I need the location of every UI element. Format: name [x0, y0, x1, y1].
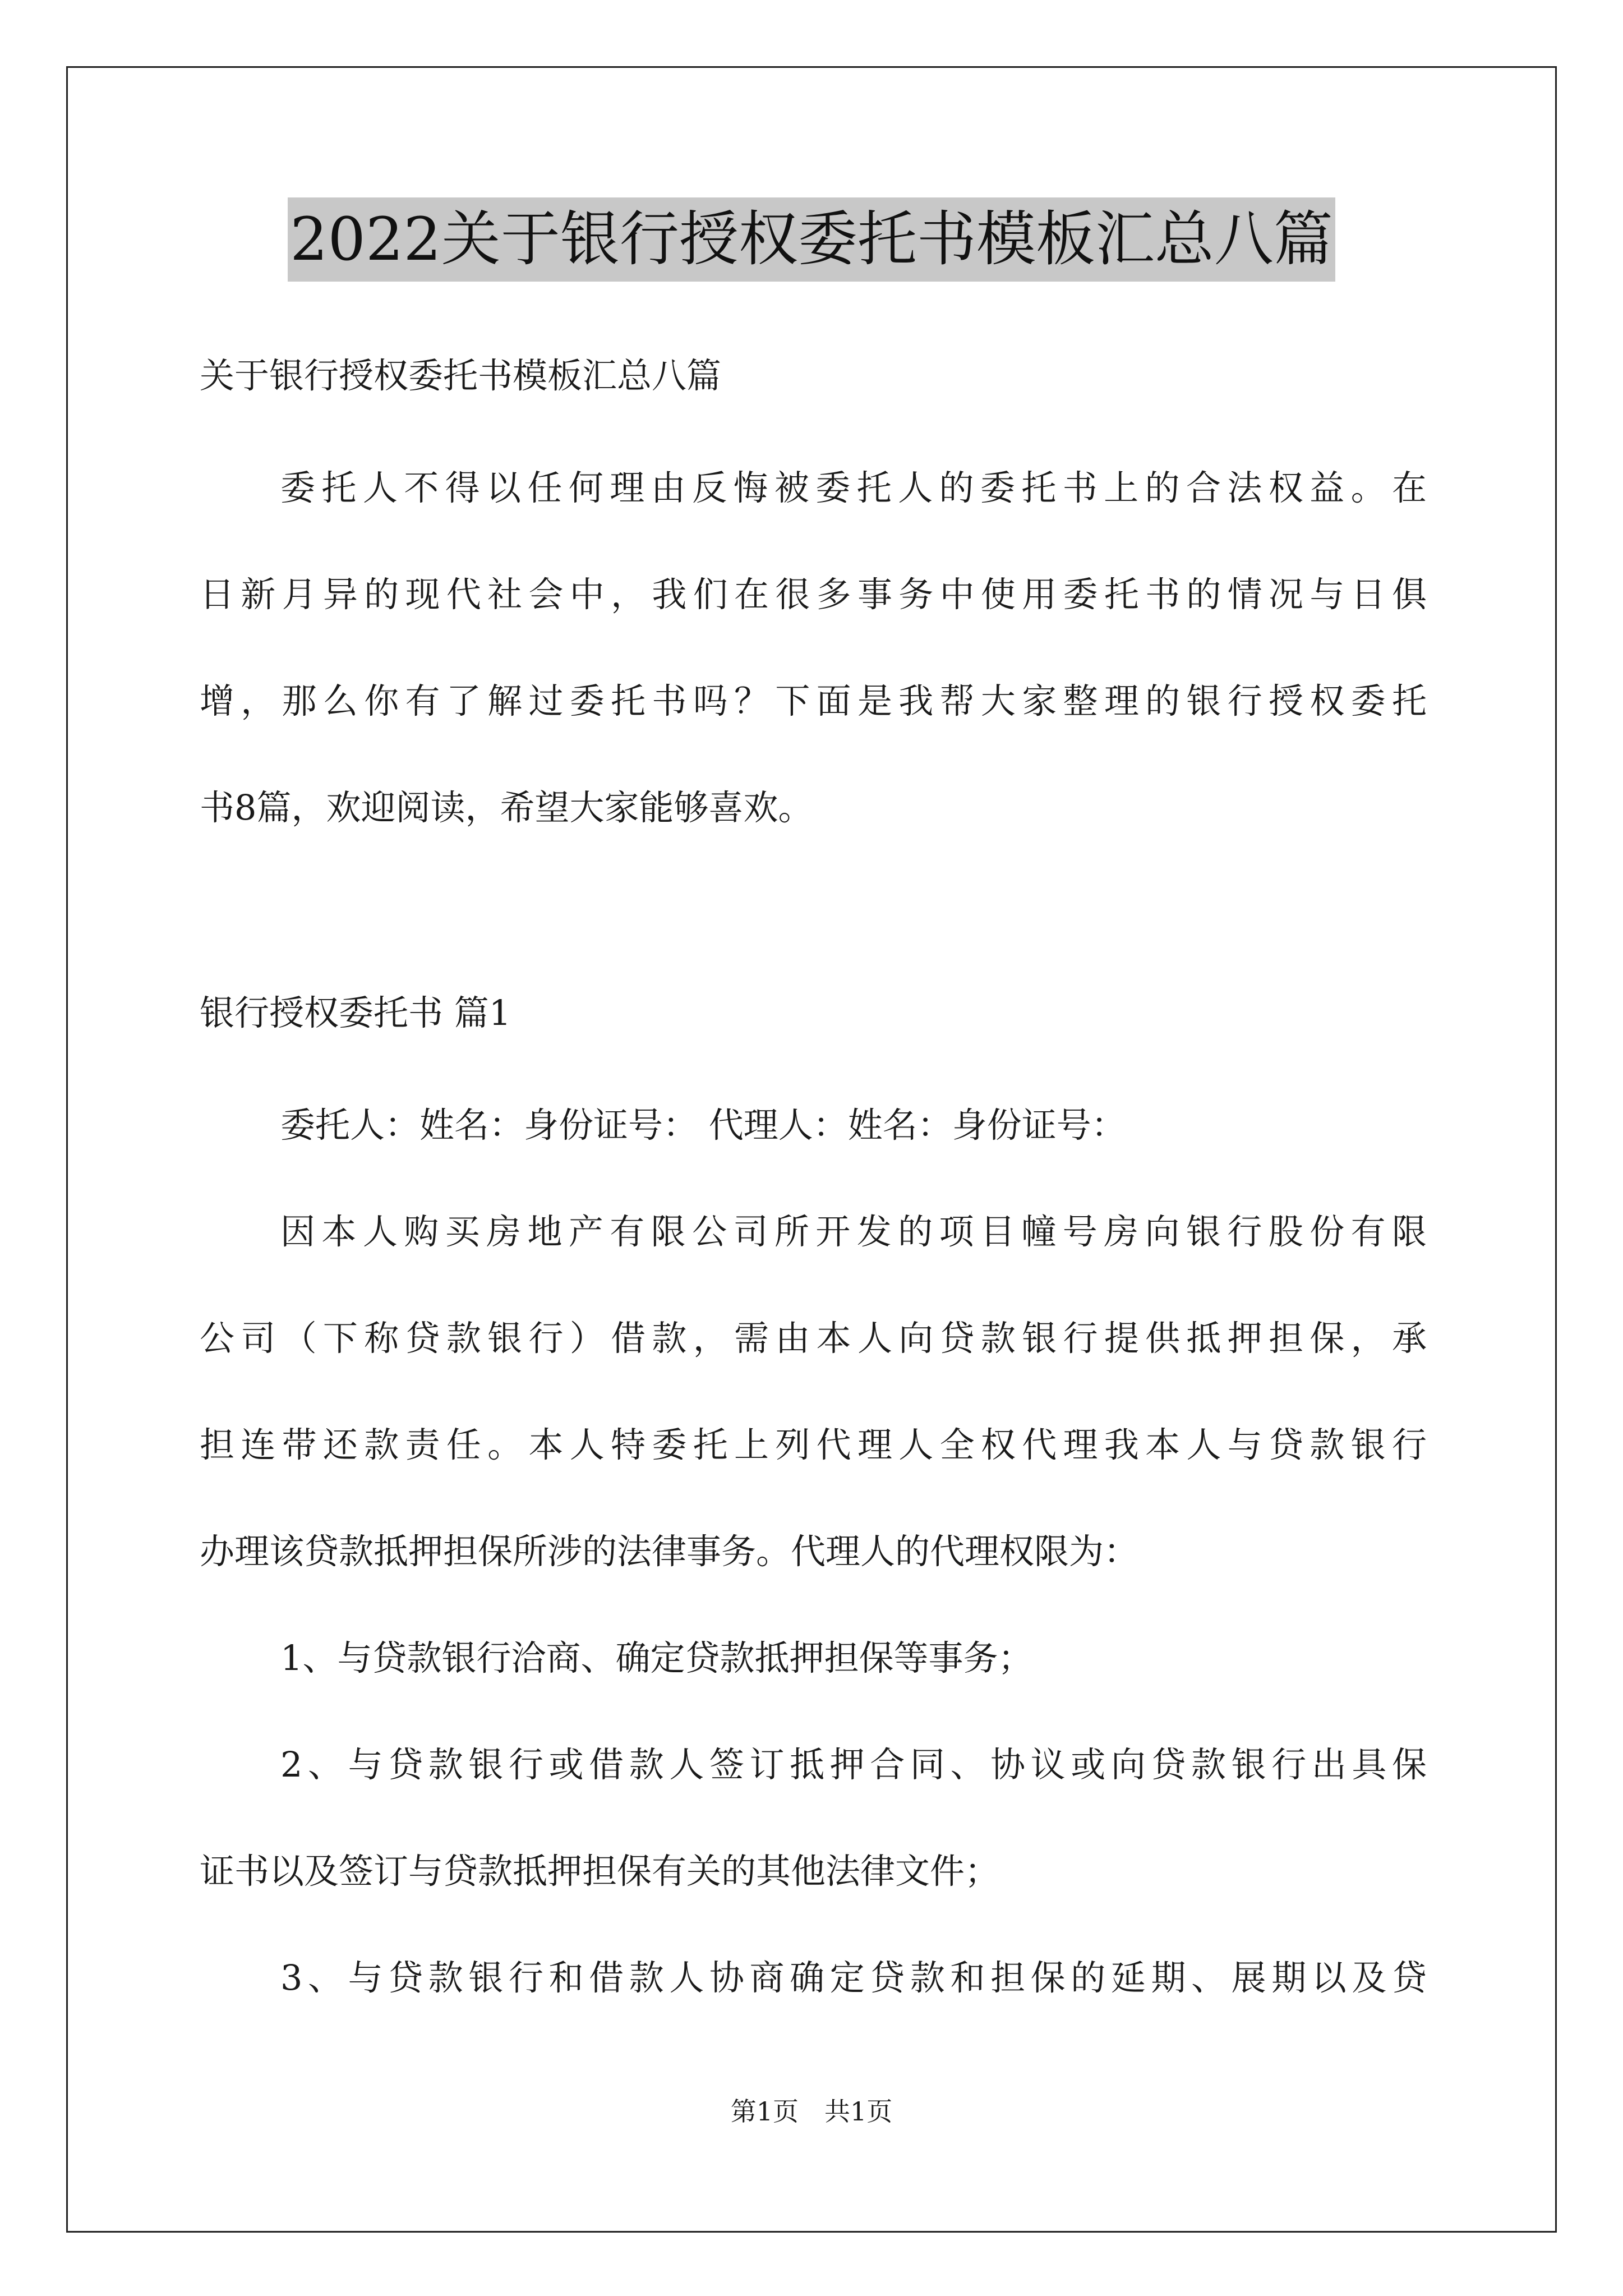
paragraph-line: 增，那么你有了解过委托书吗？下面是我帮大家整理的银行授权委托	[200, 680, 1427, 721]
page-footer: 第1页 共1页	[730, 2096, 893, 2127]
list-item-line: 2、与贷款银行或借款人签订抵押合同、协议或向贷款银行出具保	[280, 1744, 1427, 1785]
paragraph-line: 委托人：姓名：身份证号： 代理人：姓名：身份证号：	[280, 1105, 1126, 1145]
paragraph-line: 因本人购买房地产有限公司所开发的项目幢号房向银行股份有限	[280, 1211, 1427, 1252]
list-item-line: 证书以及签订与贷款抵押担保有关的其他法律文件；	[200, 1851, 1000, 1892]
section-heading: 银行授权委托书 篇1	[200, 992, 511, 1033]
paragraph-line: 委托人不得以任何理由反悔被委托人的委托书上的合法权益。在	[280, 467, 1427, 508]
subtitle-line: 关于银行授权委托书模板汇总八篇	[200, 355, 722, 396]
paragraph-line: 办理该贷款抵押担保所涉的法律事务。代理人的代理权限为：	[200, 1531, 1139, 1572]
paragraph-line: 书8篇，欢迎阅读，希望大家能够喜欢。	[200, 787, 813, 828]
paragraph-line: 担连带还款责任。本人特委托上列代理人全权代理我本人与贷款银行	[200, 1424, 1427, 1465]
list-item-line: 1、与贷款银行洽商、确定贷款抵押担保等事务；	[280, 1637, 1033, 1678]
paragraph-line: 日新月异的现代社会中，我们在很多事务中使用委托书的情况与日俱	[200, 574, 1427, 615]
list-item-line: 3、与贷款银行和借款人协商确定贷款和担保的延期、展期以及贷	[280, 1957, 1427, 1998]
document-title: 2022关于银行授权委托书模板汇总八篇	[288, 197, 1335, 282]
paragraph-line: 公司（下称贷款银行）借款，需由本人向贷款银行提供抵押担保，承	[200, 1318, 1427, 1359]
title-container	[0, 197, 1623, 282]
